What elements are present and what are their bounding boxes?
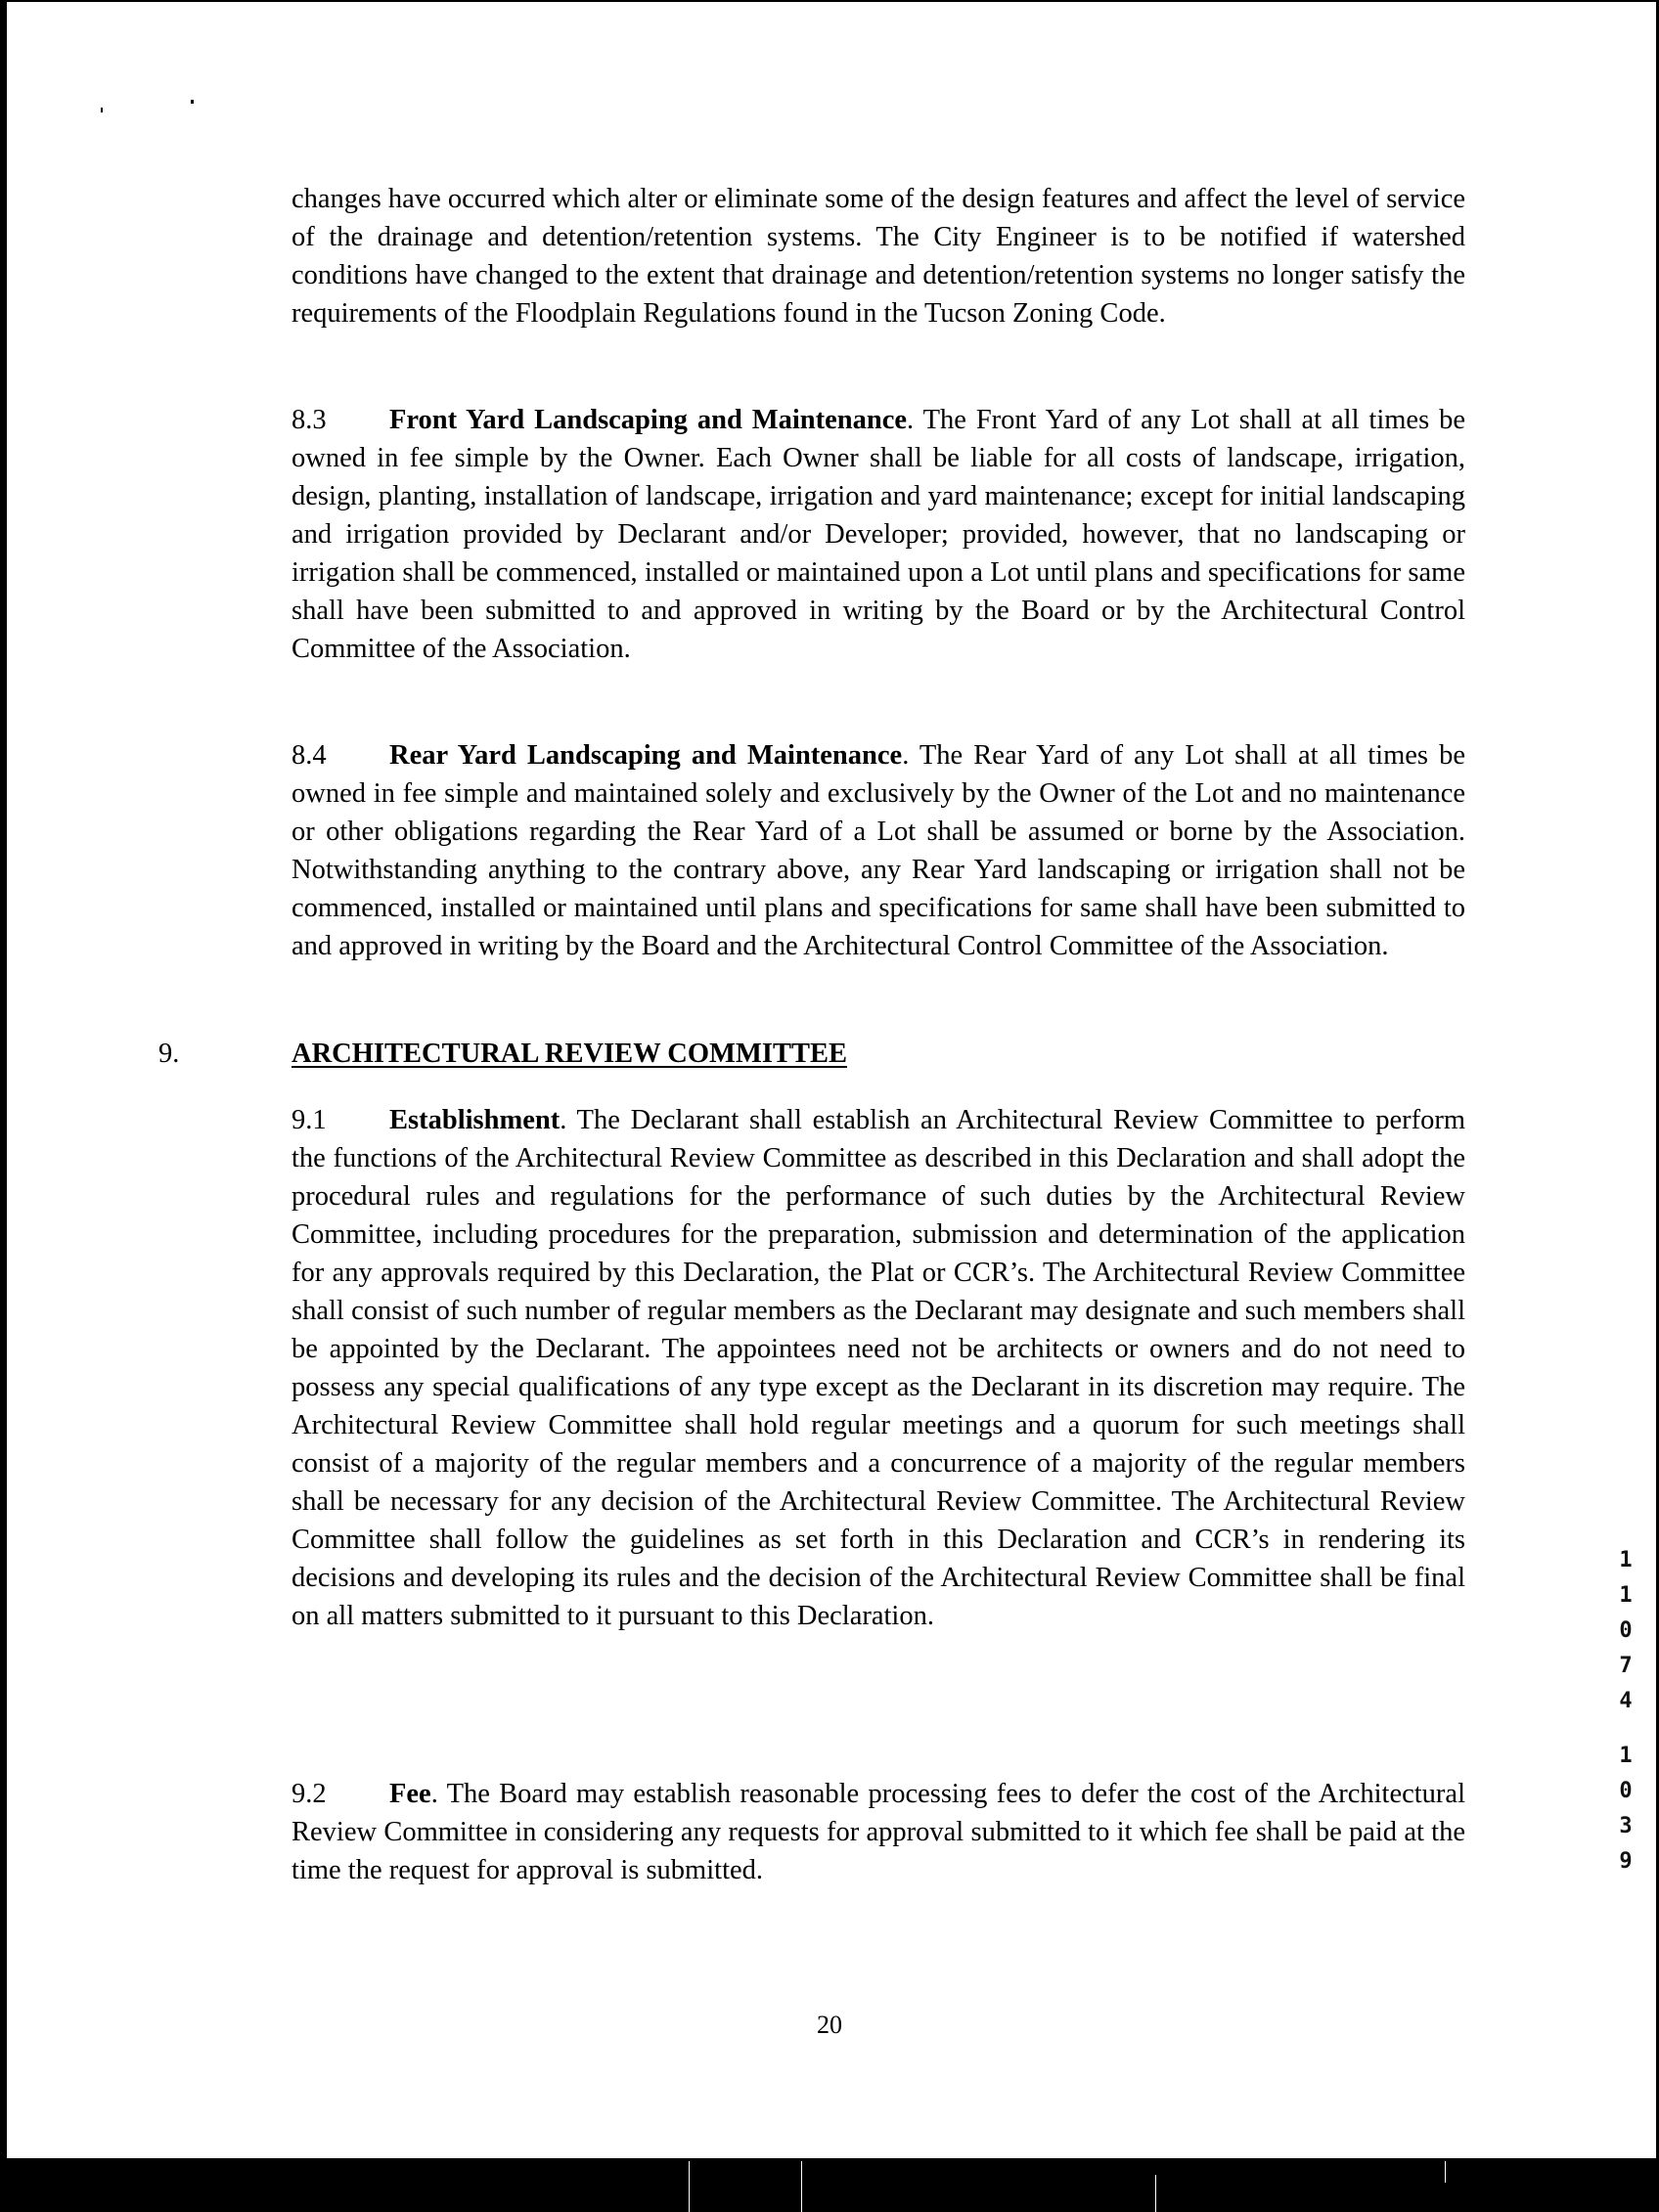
recording-stamp-book [1616, 1543, 1636, 1719]
scan-band-line [689, 2161, 690, 2212]
section-title: ARCHITECTURAL REVIEW COMMITTEE [291, 1039, 847, 1069]
scan-border-left [0, 0, 7, 2212]
paragraph-number: 9.1 [291, 1105, 327, 1135]
continuation-text: changes have occurred which alter or eliminate some of the design features and affect the level of service of the drainage and detention/retention systems. The City Engineer is to be notified if watershed conditions have changed to the extent that drainage and detention/retention systems no longer satisfy the requirements of the Floodplain Regulations found in the Tucson Zoning Code. [291, 184, 1465, 329]
paragraph-9-2 [291, 1775, 1465, 1889]
stamp-digit: 0 [1619, 1618, 1633, 1643]
scan-band-line [1445, 2161, 1446, 2183]
paragraph-number: 8.4 [291, 740, 327, 771]
stamp-digit: 0 [1619, 1779, 1633, 1803]
recording-stamp-page [1616, 1739, 1636, 1880]
paragraph-number: 8.3 [291, 405, 327, 435]
paragraph-title: Rear Yard Landscaping and Maintenance [389, 740, 903, 771]
stamp-digit: 1 [1619, 1583, 1633, 1608]
paragraph-body: . The Front Yard of any Lot shall at all times be owned in fee simple by the Owner. Each Owner shall be liable for all costs of landscape, irrigation, design, planting, installation of landscape, irrigation and yard maintenance; except for initial landscaping and irrigation provided by Declarant and/or Developer; provided, however, that no landscaping or irrigation shall be commenced, installed or maintained upon a Lot until plans and specifications for same shall have been submitted to and approved in writing by the Board or by the Architectural Control Committee of the Association. [291, 405, 1465, 664]
paragraph-body: . The Declarant shall establish an Architectural Review Committee to perform the functions of the Architectural Review Committee as described in this Declaration and shall adopt the procedural rules and regulations for the performance of such duties by the Architectural Review Committee, including procedures for the preparation, submission and determination of the application for any approvals required by this Declaration, the Plat or CCR’s. The Architectural Review Committee shall consist of such number of regular members as the Declarant may designate and such members shall be appointed by the Declarant. The appointees need not be architects or owners and do not need to possess any special qualifications of any type except as the Declarant in its discretion may require. The Architectural Review Committee shall hold regular meetings and a quorum for such meetings shall consist of a majority of the regular members and a concurrence of a majority of the regular members shall be necessary for any decision of the Architectural Review Committee. The Architectural Review Committee shall follow the guidelines as set forth in this Declaration and CCR’s in rendering its decisions and developing its rules and the decision of the Architectural Review Committee shall be final on all matters submitted to it pursuant to this Declaration. [291, 1105, 1465, 1631]
scan-speck [191, 100, 194, 104]
paragraph-8-4 [291, 736, 1465, 965]
scan-border-top [0, 0, 1659, 2]
stamp-digit: 7 [1619, 1654, 1633, 1678]
scan-speck [101, 108, 103, 112]
paragraph-8-3 [291, 401, 1465, 668]
stamp-digit: 1 [1619, 1548, 1633, 1572]
scan-band-line [1155, 2175, 1156, 2212]
section-heading-9 [158, 1035, 847, 1073]
paragraph-continuation [291, 180, 1465, 332]
stamp-digit: 1 [1619, 1744, 1633, 1768]
paragraph-number: 9.2 [291, 1779, 327, 1809]
paragraph-body: . The Board may establish reasonable processing fees to defer the cost of the Architectural Review Committee in considering any requests for approval submitted to it which fee shall be paid at the time the request for approval is submitted. [291, 1779, 1465, 1885]
paragraph-title: Establishment [389, 1105, 560, 1135]
page-number: 20 [817, 2011, 842, 2039]
paragraph-body: . The Rear Yard of any Lot shall at all times be owned in fee simple and maintained solely and exclusively by the Owner of the Lot and no maintenance or other obligations regarding the Rear Yard of a Lot shall be assumed or borne by the Association. Notwithstanding anything to the contrary above, any Rear Yard landscaping or irrigation shall not be commenced, installed or maintained until plans and specifications for same shall have been submitted to and approved in writing by the Board and the Architectural Control Committee of the Association. [291, 740, 1465, 961]
stamp-digit: 4 [1619, 1689, 1633, 1713]
paragraph-title: Fee [389, 1779, 431, 1809]
scan-bottom-band [0, 2158, 1659, 2212]
paragraph-9-1 [291, 1101, 1465, 1635]
section-number: 9. [158, 1039, 180, 1069]
stamp-digit: 3 [1619, 1814, 1633, 1838]
stamp-digit: 9 [1619, 1849, 1633, 1874]
scan-band-line [801, 2161, 802, 2212]
paragraph-title: Front Yard Landscaping and Maintenance [389, 405, 908, 435]
